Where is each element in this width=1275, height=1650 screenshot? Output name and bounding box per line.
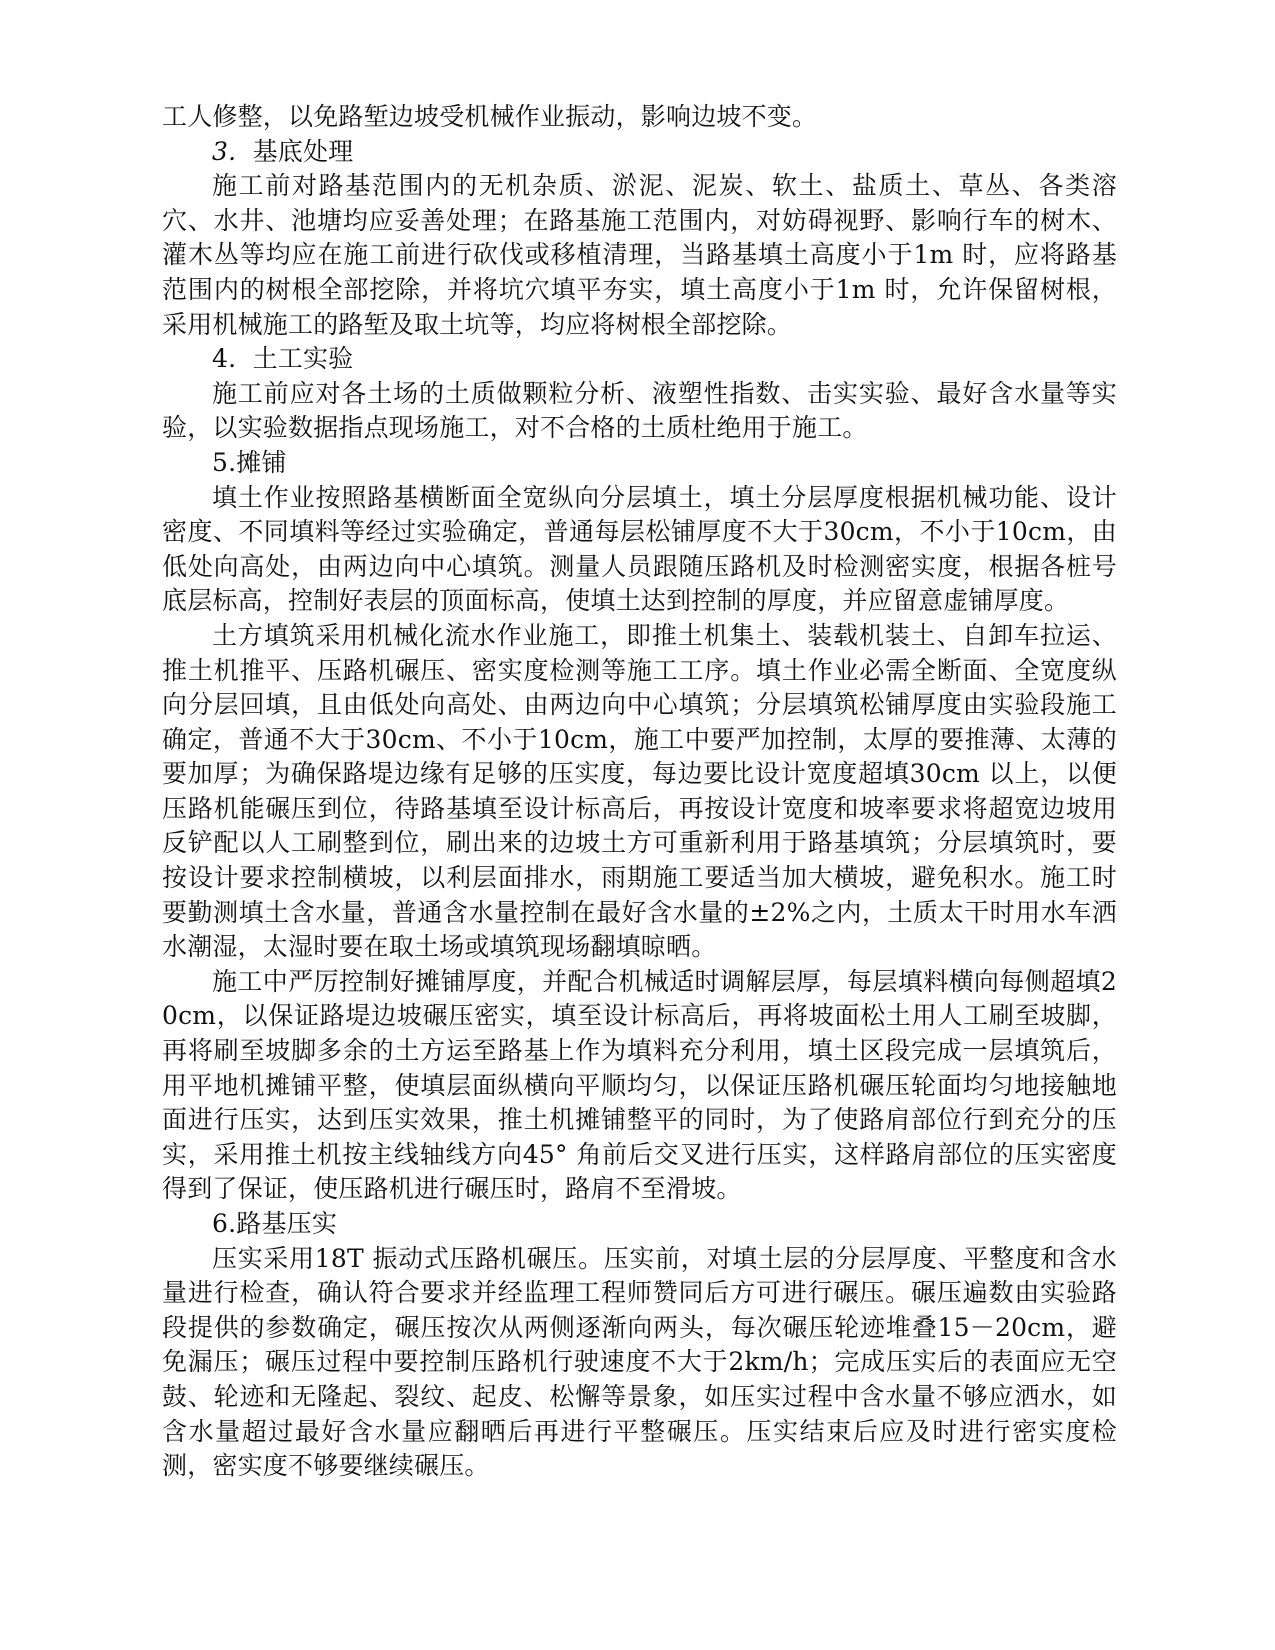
section-number: 3. xyxy=(212,136,237,166)
section-heading-6 xyxy=(162,1207,1117,1242)
section-number: 6. xyxy=(212,1209,237,1238)
section-heading-3 xyxy=(162,135,1117,170)
section-title: 路基压实 xyxy=(236,1209,338,1238)
section-number: 5. xyxy=(212,447,237,477)
section-title: 摊铺 xyxy=(236,447,287,477)
document-page xyxy=(162,100,1117,1484)
section-heading-5 xyxy=(162,446,1117,481)
paragraph: 土方填筑采用机械化流水作业施工，即推土机集土、装载机装土、自卸车拉运、推土机推平、压路机碾压、密实度检测等施工工序。填土作业必需全断面、全宽度纵向分层回填，且由低处向高处、由两边向中心填筑；分层填筑松铺厚度由实验段施工确定，普通不大于30cm、不小于10cm，施工中要严加控制，太厚的要推薄、太薄的要加厚；为确保路堤边缘有足够的压实度，每边要比设计宽度超填30cm 以上，以便压路机能碾压到位，待路基填至设计标高后，再按设计宽度和坡率要求将超宽边坡用反铲配以人工刷整到位，刷出来的边坡土方可重新利用于路基填筑；分层填筑时，要按设计要求控制横坡，以利层面排水，雨期施工要适当加大横坡，避免积水。施工时要勤测填土含水量，普通含水量控制在最好含水量的±2%之内，土质太干时用水车洒水潮湿，太湿时要在取土场或填筑现场翻填晾晒。 xyxy=(162,620,1117,962)
section-title: 土工实验 xyxy=(252,344,354,374)
section-title: 基底处理 xyxy=(252,136,354,166)
paragraph-continuation: 工人修整，以免路堑边坡受机械作业振动，影响边坡不变。 xyxy=(162,102,818,131)
section-number: 4. xyxy=(212,344,237,374)
paragraph: 填土作业按照路基横断面全宽纵向分层填土，填土分层厚度根据机械功能、设计密度、不同填料等经过实验确定，普通每层松铺厚度不大于30cm，不小于10cm，由低处向高处，由两边向中心填筑。测量人员跟随压路机及时检测密实度，根据各桩号底层标高，控制好表层的顶面标高，使填土达到控制的厚度，并应留意虚铺厚度。 xyxy=(162,482,1117,616)
paragraph: 施工前对路基范围内的无机杂质、淤泥、泥炭、软土、盐质土、草丛、各类溶穴、水井、池塘均应妥善处理；在路基施工范围内，对妨碍视野、影响行车的树木、灌木丛等均应在施工前进行砍伐或移植清理，当路基填土高度小于1m 时，应将路基范围内的树根全部挖除，并将坑穴填平夯实，填土高度小于1m 时，允许保留树根，采用机械施工的路堑及取土坑等，均应将树根全部挖除。 xyxy=(162,171,1117,339)
section-heading-4 xyxy=(162,342,1117,377)
paragraph: 施工前应对各土场的土质做颗粒分析、液塑性指数、击实实验、最好含水量等实验，以实验数据指点现场施工，对不合格的土质杜绝用于施工。 xyxy=(162,378,1117,443)
paragraph: 压实采用18T 振动式压路机碾压。压实前，对填土层的分层厚度、平整度和含水量进行检查，确认符合要求并经监理工程师赞同后方可进行碾压。碾压遍数由实验路段提供的参数确定，碾压按次从两侧逐渐向两头，每次碾压轮迹堆叠15－20cm，避免漏压；碾压过程中要控制压路机行驶速度不大于2km/h；完成压实后的表面应无空鼓、轮迹和无隆起、裂纹、起皮、松懈等景象，如压实过程中含水量不够应洒水，如含水量超过最好含水量应翻晒后再进行平整碾压。压实结束后应及时进行密实度检测，密实度不够要继续碾压。 xyxy=(162,1243,1117,1481)
paragraph: 施工中严厉控制好摊铺厚度，并配合机械适时调解层厚，每层填料横向每侧超填20cm，以保证路堤边坡碾压密实，填至设计标高后，再将坡面松土用人工刷至坡脚，再将刷至坡脚多余的土方运至路基上作为填料充分利用，填土区段完成一层填筑后，用平地机摊铺平整，使填层面纵横向平顺均匀，以保证压路机碾压轮面均匀地接触地面进行压实，达到压实效果，推土机摊铺整平的同时，为了使路肩部位行到充分的压实，采用推土机按主线轴线方向45° 角前后交叉进行压实，这样路肩部位的压实密度得到了保证，使压路机进行碾压时，路肩不至滑坡。 xyxy=(162,966,1117,1204)
